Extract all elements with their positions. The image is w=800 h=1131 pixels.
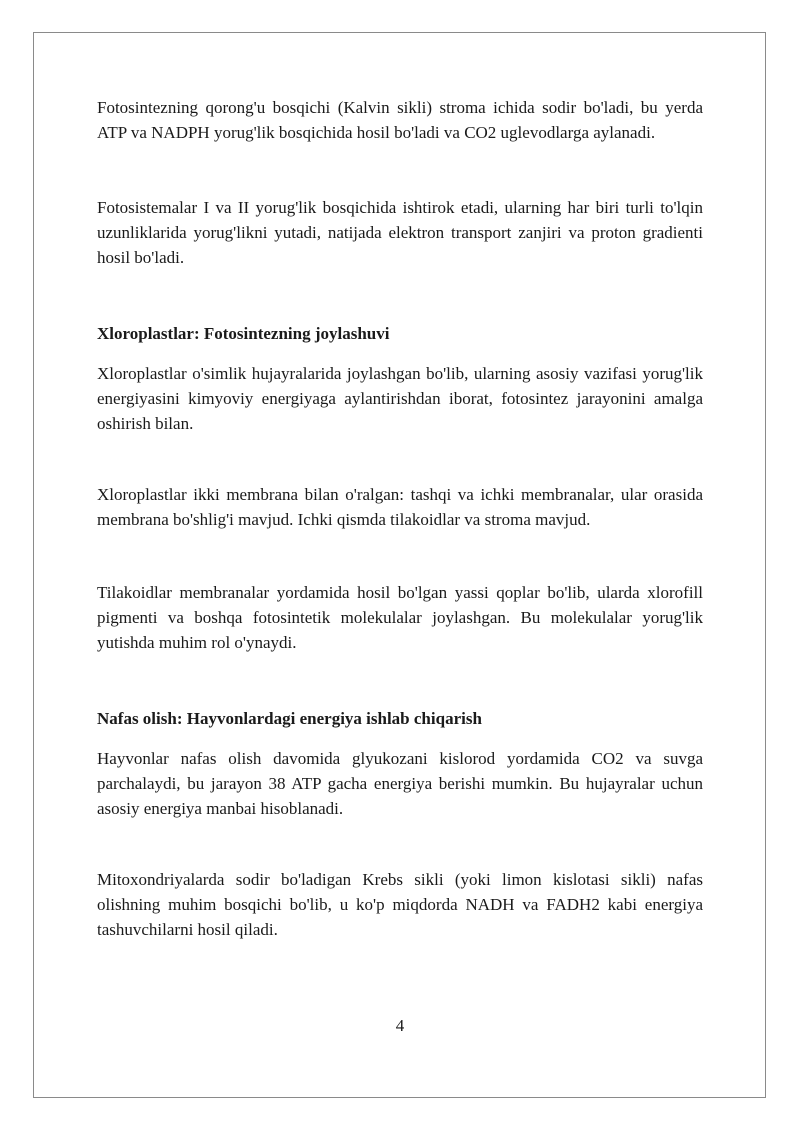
heading-chloroplasts: Xloroplastlar: Fotosintezning joylashuvi xyxy=(97,324,390,343)
paragraph-chloroplast-function: Xloroplastlar o'simlik hujayralarida joylashgan bo'lib, ularning asosiy vazifasi yorug'lik energiyasini kimyoviy energiyaga aylantirishdan iborat, fotosintez jarayonini amalga oshirish bilan. xyxy=(97,364,703,433)
heading-respiration: Nafas olish: Hayvonlardagi energiya ishlab chiqarish xyxy=(97,709,482,728)
page-number: 4 xyxy=(395,1016,405,1035)
paragraph-thylakoids: Tilakoidlar membranalar yordamida hosil bo'lgan yassi qoplar bo'lib, ularda xlorofill pigmenti va boshqa fotosintetik molekulalar joylashgan. Bu molekulalar yorug'lik yutishda muhim rol o'ynaydi. xyxy=(97,583,703,652)
paragraph-respiration: Hayvonlar nafas olish davomida glyukozani kislorod yordamida CO2 va suvga parchalaydi, bu jarayon 38 ATP gacha energiya berishi mumkin. Bu hujayralar uchun asosiy energiya manbai hisoblanadi. xyxy=(97,749,703,818)
paragraph-krebs-cycle: Mitoxondriyalarda sodir bo'ladigan Krebs sikli (yoki limon kislotasi sikli) nafas olishning muhim bosqichi bo'lib, u ko'p miqdorda NADH va FADH2 kabi energiya tashuvchilarni hosil qiladi. xyxy=(97,870,703,939)
paragraph-chloroplast-membranes: Xloroplastlar ikki membrana bilan o'ralgan: tashqi va ichki membranalar, ular orasida membrana bo'shlig'i mavjud. Ichki qismda tilakoidlar va stroma mavjud. xyxy=(97,485,703,529)
paragraph-photosystems: Fotosistemalar I va II yorug'lik bosqichida ishtirok etadi, ularning har biri turli to'lqin uzunliklarida yorug'likni yutadi, natijada elektron transport zanjiri va proton gradienti hosil bo'ladi. xyxy=(97,198,703,267)
paragraph-calvin-cycle: Fotosintezning qorong'u bosqichi (Kalvin sikli) stroma ichida sodir bo'ladi, bu yerda ATP va NADPH yorug'lik bosqichida hosil bo'ladi va CO2 uglevodlarga aylanadi. xyxy=(97,98,703,142)
page-content xyxy=(97,95,703,942)
